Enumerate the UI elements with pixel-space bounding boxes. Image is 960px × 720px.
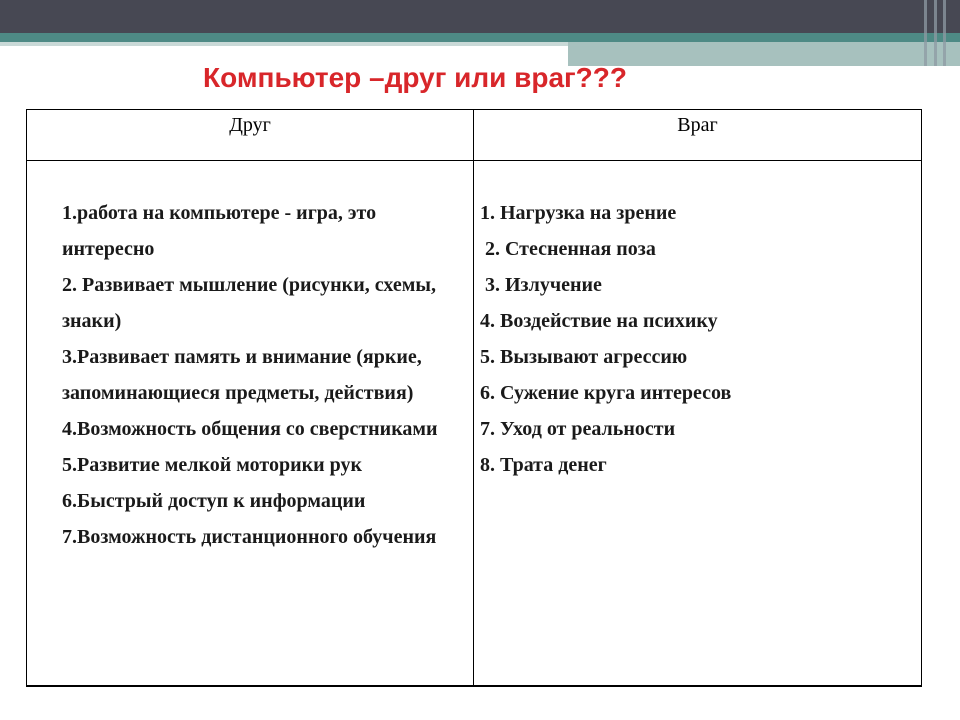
stripe (934, 0, 937, 66)
header-friend: Друг (27, 110, 474, 161)
friend-list-item: 7.Возможность дистанционного обучения (62, 526, 437, 548)
enemy-list-item: 3. Излучение (480, 274, 602, 296)
friend-list-item: 3.Развивает память и внимание (яркие, запоминающиеся предметы, действия) (62, 346, 427, 404)
friend-list-item: 5.Развитие мелкой моторики рук (62, 454, 363, 476)
header-bar-teal (0, 33, 960, 42)
enemy-list-item: 1. Нагрузка на зрение (480, 202, 677, 224)
enemy-list (480, 195, 911, 483)
friend-list (62, 195, 459, 555)
enemy-list-item: 2. Стесненная поза (480, 238, 656, 260)
slide-title: Компьютер –друг или враг??? (203, 62, 627, 93)
table-body-row (27, 161, 922, 687)
friend-list-item: 1.работа на компьютере - игра, это интересно (62, 202, 382, 260)
header-bar-dark (0, 0, 960, 33)
friend-cell (27, 161, 474, 687)
friend-list-item: 4.Возможность общения со сверстниками (62, 418, 438, 440)
header-enemy: Враг (474, 110, 922, 161)
decorative-stripes (924, 0, 946, 66)
comparison-table-wrapper (26, 109, 919, 687)
enemy-list-item: 7. Уход от реальности (480, 418, 676, 440)
stripe (924, 0, 927, 66)
enemy-list-item: 6. Сужение круга интересов (480, 382, 732, 404)
friend-list-item: 2. Развивает мышление (рисунки, схемы, знаки) (62, 274, 441, 332)
table-header-row (27, 110, 922, 161)
enemy-list-item: 4. Воздействие на психику (480, 310, 718, 332)
enemy-cell (474, 161, 922, 687)
comparison-table (26, 109, 922, 687)
enemy-list-item: 5. Вызывают агрессию (480, 346, 688, 368)
stripe (943, 0, 946, 66)
friend-list-item: 6.Быстрый доступ к информации (62, 490, 366, 512)
header-bar-light-line (0, 42, 568, 46)
enemy-list-item: 8. Трата денег (480, 454, 607, 476)
